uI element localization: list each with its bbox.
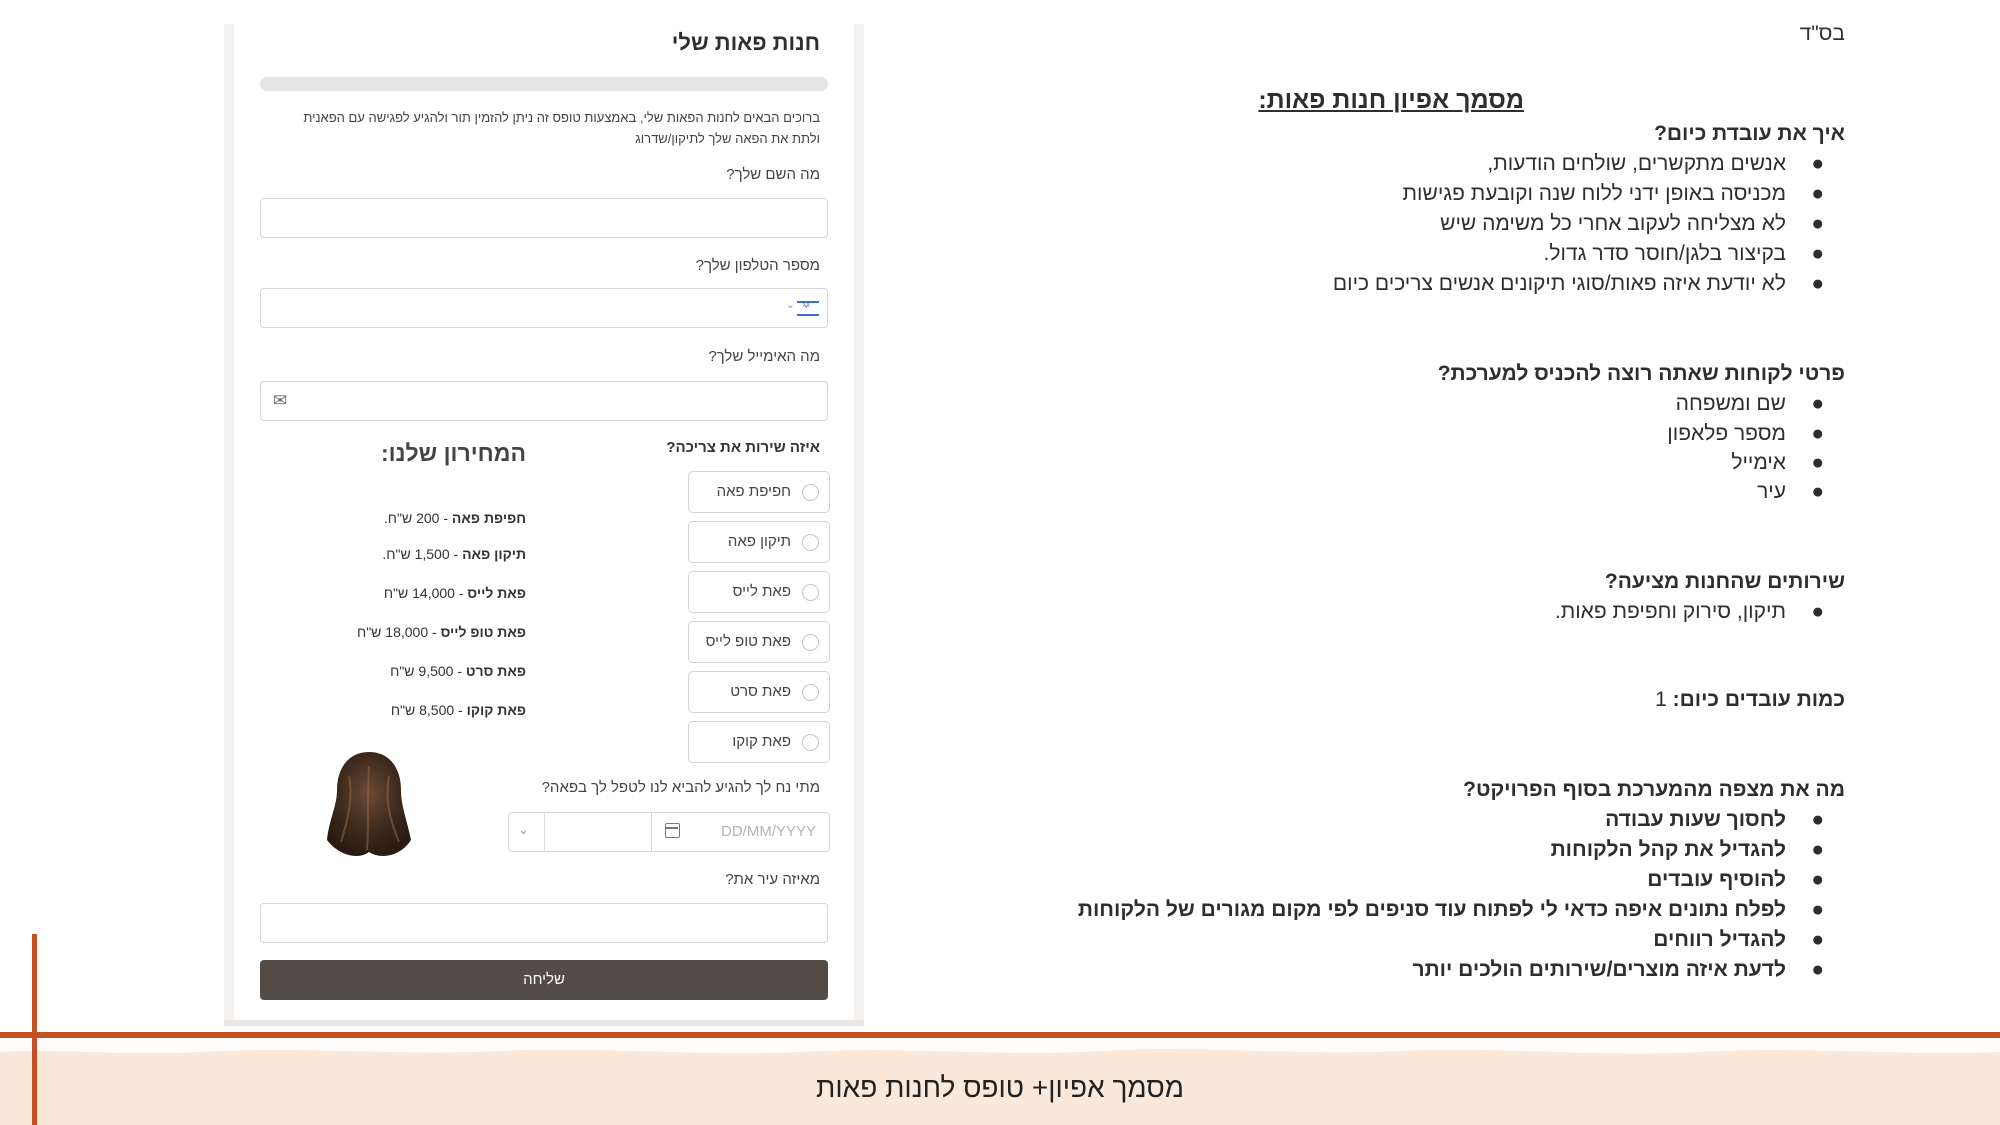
price-row (266, 546, 526, 562)
service-option-wig-repair[interactable] (688, 521, 830, 563)
employees-label: כמות עובדים כיום: (1672, 688, 1845, 711)
divider (651, 813, 652, 851)
price-item-name: תיקון פאה (462, 546, 526, 562)
service-option-label: פאת טופ לייס (705, 633, 791, 650)
name-label: מה השם שלך? (726, 166, 820, 183)
price-item-value: - 18,000 ש"ח (356, 624, 441, 640)
price-row (266, 624, 526, 640)
price-item-value: - 8,500 ש"ח (390, 702, 467, 718)
email-input[interactable] (260, 381, 828, 421)
price-item-value: - 9,500 ש"ח (390, 663, 466, 679)
bullet-item: להוסיף עובדים (1647, 868, 1786, 891)
bullet-item: אימייל (1731, 451, 1786, 474)
service-option-label: תיקון פאה (727, 533, 791, 550)
service-option-label: חפיפת פאה (716, 483, 791, 500)
service-option-label: פאת סרט (730, 683, 791, 700)
service-option-lace-wig[interactable] (688, 571, 830, 613)
bullet-icon: ● (1811, 898, 1824, 921)
form-intro (252, 107, 820, 149)
bullet-icon: ● (1811, 392, 1824, 415)
section-heading-customer-details: פרטי לקוחות שאתה רוצה להכניס למערכת? (1437, 362, 1845, 385)
employees-value: 1 (1655, 688, 1673, 711)
footer-wave-decoration (0, 1036, 2000, 1060)
bullet-item: שם ומשפחה (1675, 392, 1786, 415)
radio-button[interactable] (802, 584, 819, 601)
bullet-icon: ● (1811, 182, 1824, 205)
bullet-item: מספר פלאפון (1667, 422, 1786, 445)
bullet-icon: ● (1811, 272, 1824, 295)
price-row (266, 702, 526, 718)
price-item-value: - 14,000 ש"ח (383, 585, 468, 601)
wig-image (319, 746, 419, 864)
service-option-label: פאת לייס (732, 583, 791, 600)
price-row (266, 663, 526, 679)
price-item-name: פאת טופ לייס (440, 624, 526, 640)
section-heading-expectations: מה את מצפה מהמערכת בסוף הפרויקט? (1463, 778, 1845, 801)
intro-line-2: ולתת את הפאה שלך לתיקון/שדרוג (635, 131, 820, 146)
bullet-item: אנשים מתקשרים, שולחים הודעות, (1487, 152, 1786, 175)
employees-count (1655, 688, 1845, 712)
city-input[interactable] (260, 903, 828, 943)
services-label: איזה שירות את צריכה? (666, 439, 820, 456)
panel-footer (224, 1020, 864, 1026)
corner-mark: בס"ד (1799, 22, 1845, 45)
intro-line-1: ברוכים הבאים לחנות הפאות שלי, באמצעות טופס זה ניתן להזמין תור ולהגיע לפגישה עם הפאנית (303, 110, 820, 125)
radio-button[interactable] (802, 534, 819, 551)
radio-button[interactable] (802, 684, 819, 701)
bullet-item: לחסוך שעות עבודה (1605, 808, 1786, 831)
service-option-ponytail-wig[interactable] (688, 721, 830, 763)
form-panel (224, 24, 864, 1026)
date-dropdown-button[interactable] (509, 813, 545, 851)
section-heading-services: שירותים שהחנות מציעה? (1604, 570, 1845, 593)
price-item-name: פאת לייס (467, 585, 526, 601)
bullet-icon: ● (1811, 838, 1824, 861)
spec-document (1060, 0, 1860, 1020)
date-input[interactable]: DD/MM/YYYY (721, 823, 817, 840)
bullet-icon: ● (1811, 451, 1824, 474)
bullet-icon: ● (1811, 928, 1824, 951)
envelope-icon: ✉ (273, 391, 288, 410)
document-title: מסמך אפיון חנות פאות: (1258, 86, 1524, 114)
radio-button[interactable] (802, 484, 819, 501)
bullet-icon: ● (1811, 868, 1824, 891)
bullet-icon: ● (1811, 242, 1824, 265)
form-card (234, 24, 854, 1026)
city-label: מאיזה עיר את? (725, 871, 820, 888)
bullet-item: לדעת איזה מוצרים/שירותים הולכים יותר (1412, 958, 1786, 981)
bullet-item: עיר (1757, 480, 1786, 503)
service-option-label: פאת קוקו (732, 733, 791, 750)
footer-accent-line (0, 1032, 2000, 1038)
bullet-item: מכניסה באופן ידני ללוח שנה וקובעת פגישות (1402, 182, 1786, 205)
phone-input[interactable] (260, 288, 828, 328)
bullet-icon: ● (1811, 212, 1824, 235)
bullet-item: תיקון, סירוק וחפיפת פאות. (1554, 600, 1786, 623)
date-question: מתי נח לך להגיע להביא לנו לטפל לך בפאה? (541, 779, 820, 796)
chevron-down-icon: ⌄ (518, 822, 529, 837)
price-item-value: - 200 ש"ח. (383, 510, 452, 526)
pricing-title: המחירון שלנו: (381, 440, 526, 466)
price-row (266, 585, 526, 601)
service-option-band-wig[interactable] (688, 671, 830, 713)
calendar-icon[interactable] (665, 823, 680, 838)
bullet-icon: ● (1811, 422, 1824, 445)
price-item-name: פאת סרט (465, 663, 526, 679)
service-option-wig-wash[interactable] (688, 471, 830, 513)
bullet-item: בקיצור בלגן/חוסר סדר גדול. (1543, 242, 1786, 265)
bullet-icon: ● (1811, 958, 1824, 981)
phone-label: מספר הטלפון שלך? (695, 257, 820, 274)
bullet-item: לא יודעת איזה פאות/סוגי תיקונים אנשים צריכים כיום (1332, 272, 1786, 295)
radio-button[interactable] (802, 734, 819, 751)
bullet-item: להגדיל את קהל הלקוחות (1550, 838, 1786, 861)
form-title: חנות פאות שלי (671, 30, 820, 55)
bullet-icon: ● (1811, 808, 1824, 831)
slide-title: מסמך אפיון+ טופס לחנות פאות (816, 1072, 1184, 1103)
price-item-value: - 1,500 ש"ח. (382, 546, 463, 562)
price-item-name: חפיפת פאה (451, 510, 526, 526)
bullet-icon: ● (1811, 480, 1824, 503)
date-picker[interactable] (508, 812, 830, 852)
bullet-icon: ● (1811, 600, 1824, 623)
section-heading-current-work: איך את עובדת כיום? (1654, 122, 1845, 145)
submit-button[interactable]: שליחה (260, 960, 828, 1000)
price-item-name: פאת קוקו (466, 702, 526, 718)
service-option-top-lace-wig[interactable] (688, 621, 830, 663)
name-input[interactable] (260, 198, 828, 238)
price-row (266, 510, 526, 526)
bullet-item: להגדיל רווחים (1653, 928, 1786, 951)
bullet-icon: ● (1811, 152, 1824, 175)
email-label: מה האימייל שלך? (708, 348, 820, 365)
israel-flag-icon[interactable] (797, 301, 819, 316)
progress-bar (260, 77, 828, 91)
bullet-item: לא מצליחה לעקוב אחרי כל משימה שיש (1440, 212, 1786, 235)
bullet-item: לפלח נתונים איפה כדאי לי לפתוח עוד סניפים לפי מקום מגורים של הלקוחות (1077, 898, 1786, 921)
chevron-down-icon[interactable]: ⌄ (785, 299, 795, 311)
radio-button[interactable] (802, 634, 819, 651)
